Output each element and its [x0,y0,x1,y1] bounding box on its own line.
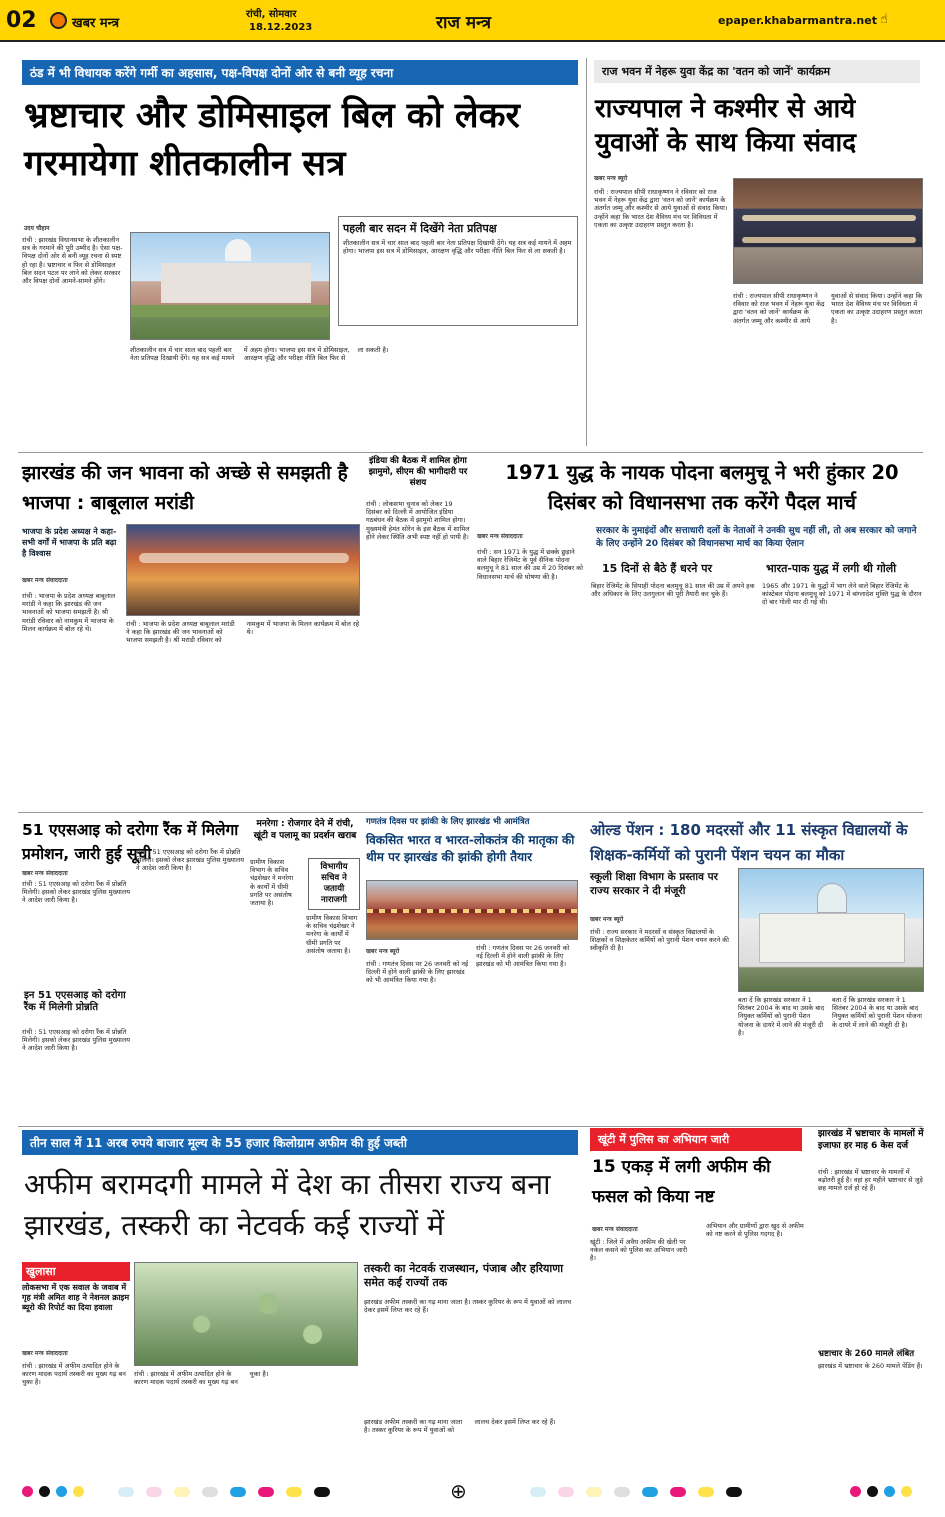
si-names: रांची : 51 एएसआइ को दरोगा रैंक में प्रोन्नति मिलेगी। इसको लेकर झारखंड पुलिस मुख्यालय ने आदेश जारी किया है। [22,1028,130,1053]
color-bar-left [118,1487,330,1497]
si-names-2: रांची : 51 एएसआइ को दरोगा रैंक में प्रोन्नति मिलेगी। इसको लेकर झारखंड पुलिस मुख्यालय ने आदेश जारी किया है। [136,848,244,873]
crosshair-icon: ⊕ [450,1479,467,1503]
governor-headline: राज्यपाल ने कश्मीर से आये युवाओं के साथ किया संवाद [595,94,857,158]
lead-headline: भ्रष्टाचार और डोमिसाइल बिल को लेकर गरमायेगा शीतकालीन सत्र [24,96,520,184]
pension-body: रांची : राज्य सरकार ने मदरसों व संस्कृत विद्यालयों के शिक्षकों व शिक्षकेतर कर्मियों को पुरानी पेंशन चयन करने की स्वीकृति दी है। [590,928,729,953]
assembly-photo [130,232,330,340]
podna-body-2: बिहार रेजिमेंट के सिपाही पोदना बलमुचू 81 साल की उम्र में अपने हक और अधिकार के लिए उलगुलान की पूरी तैयारी कर चुके हैं। [591,582,755,599]
republic-body-2: रांची : गणतंत्र दिवस पर 26 जनवरी को नई दिल्ली में होने वाली झांकी के लिए झारखंड को भी आमंत्रित किया गया है। [476,944,570,969]
governor-body: रांची : राज्यपाल सीपी राधाकृष्णन ने रविवार को राज भवन में नेहरू युवा केंद्र द्वारा 'वतन को जानें' कार्यक्रम के अंतर्गत जम्मू और कश्मीर से आये युवाओं से संवाद किया। उन्होंने कहा कि भारत देश वैविध्य मंच पर विविधता में एकता का उत्कृष्ट उदाहरण प्रस्तुत करता है। [594,188,728,229]
corruption-headline: झारखंड में भ्रष्टाचार के मामलों में इजाफा हर माह 6 केस दर्ज [818,1129,924,1151]
si-byline: खबर मन्त्र संवाददाता [22,870,68,877]
governor-group-photo [733,178,923,284]
color-bar-right [530,1487,742,1497]
governor-band: राज भवन में नेहरू युवा केंद्र का 'वतन को जानें' कार्यक्रम [594,60,920,83]
si-sub: इन 51 एएसआइ को दरोगा रैंक में मिलेगी प्रोन्नति [24,990,126,1013]
lead-byline: उदय चौहान [24,225,50,232]
opium-body-2: रांची : झारखंड में अफीम उत्पादित होने के कारण मादक पदार्थ तस्करी का मुख्य गढ़ बन चुका है। [134,1370,269,1387]
republic-body: रांची : गणतंत्र दिवस पर 26 जनवरी को नई दिल्ली में होने वाली झांकी के लिए झारखंड को भी आमंत्रित किया गया है। [366,960,469,985]
governor-body-2: रांची : राज्यपाल सीपी राधाकृष्णन ने रविवार को राज भवन में नेहरू युवा केंद्र द्वारा 'वतन को जानें' कार्यक्रम के अंतर्गत जम्मू और कश्मीर से आये युवाओं से संवाद किया। उन्होंने कहा कि भारत देश वैविध्य मंच पर विविधता में एकता का उत्कृष्ट उदाहरण प्रस्तुत करता है। [733,292,923,325]
khunti-body: खूंटी : जिले में अवैध अफीम की खेती पर नकेल कसने को पुलिस का अभियान जारी है। [590,1238,688,1263]
page-header [0,0,945,42]
lead-band: ठंड में भी विधायक करेंगे गर्मी का अहसास, पक्ष-विपक्ष दोनों ओर से बनी व्यूह रचना [22,60,578,85]
podna-body: रांची : सन 1971 के युद्ध में छक्के छुड़ाने वाले बिहार रेजिमेंट के पूर्व सैनिक पोदना बलमुचू ने 81 साल की उम्र में 20 दिसंबर को विधानसभा मार्च की घोषणा की है। [477,548,583,581]
revealed-label: खुलासा [22,1262,130,1281]
manrega-body-2: ग्रामीण विकास विभाग के सचिव चंद्रशेखर ने मनरेगा के कार्यों में धीमी प्रगति पर असंतोष जताया है। [306,914,358,955]
podna-body-3: 1965 और 1971 के युद्धों में भाग लेने वाले बिहार रेजिमेंट के कांस्टेबल पोदना बलमुचू को 1971 में बांग्लादेश मुक्ति युद्ध के दौरान दो बार गोली मार दी गई थी। [762,582,922,607]
lead-subhead-box [338,216,578,326]
corruption-sub: भ्रष्टाचार के 260 मामले लंबित [818,1349,915,1359]
manrega-body: ग्रामीण विकास विभाग के सचिव चंद्रशेखर ने मनरेगा के कार्यों में धीमी प्रगति पर असंतोष जताया है। [250,858,294,908]
lead-subhead-text: शीतकालीन सत्र में चार साल बाद पहली बार नेता प्रतिपक्ष दिखायी देंगे। यह सत्र कई मायने में अहम होगा। भाजपा इस सत्र में डोमिसाइल, आरक्षण वृद्धि और परीक्षा नीति बिल फिर से ला सकती है। [343,239,572,256]
podna-sub1: 15 दिनों से बैठे हैं धरने पर [602,562,712,575]
pension-sub: स्कूली शिक्षा विभाग के प्रस्ताव पर राज्य सरकार ने दी मंजूरी [590,871,718,897]
opium-byline: खबर मन्त्र संवाददाता [22,1350,68,1357]
lead-body-2: शीतकालीन सत्र में चार साल बाद पहली बार नेता प्रतिपक्ष दिखायी देंगे। यह सत्र कई मायने में अहम होगा। भाजपा इस सत्र में डोमिसाइल, आरक्षण वृद्धि और परीक्षा नीति बिल फिर से ला सकती है। [130,346,389,363]
podna-sub2: भारत-पाक युद्ध में लगी थी गोली [766,562,897,575]
manrega-sidebar: विभागीय सचिव ने जतायी नाराजगी [308,858,360,910]
babulal-byline: खबर मन्त्र संवाददाता [22,577,68,584]
opium-sub: तस्करी का नेटवर्क राजस्थान, पंजाब और हरियाणा समेत कई राज्यों तक [364,1262,564,1289]
opium-field-photo [134,1262,358,1366]
khunti-band: खूंटी में पुलिस का अभियान जारी [590,1128,802,1151]
revealed-box [22,1262,130,1342]
khunti-body-2: अभियान और ग्रामीणों द्वारा खुद से अफीम को नष्ट करने से पुलिस गदगद है। [706,1222,804,1239]
republic-headline: विकसित भारत व भारत-लोकतंत्र की मातृका की थीम पर झारखंड की झांकी होगी तैयार [366,833,575,864]
india-body: रांची : लोकसभा चुनाव को लेकर 19 दिसंबर को दिल्ली में आयोजित इंडिया गठबंधन की बैठक में झामुमो शामिल होगा। मुख्यमंत्री हेमंत सोरेन के इस बैठक में शामिल होने लेकर स्थिति अभी स्पष्ट नहीं हो पायी है। [366,500,470,541]
corruption-sub-text: झारखंड में भ्रष्टाचार के 260 मामले पेंडिंग हैं। [818,1362,923,1370]
pension-body-2: बता दें कि झारखंड सरकार ने 1 सितंबर 2004 के बाद या उसके बाद नियुक्त कर्मियों को पुरानी पेंशन योजना के दायरे में लाने की मंजूरी दी है। [738,996,825,1037]
bjp-meeting-photo [126,524,360,616]
republic-byline: खबर मन्त्र ब्यूरो [366,948,400,955]
india-headline: इंडिया की बैठक में शामिल होगा झामुमो, सीएम की भागीदारी पर संशय [368,456,468,488]
opium-body-3: झारखंड अफीम तस्करी का गढ़ माना जाता है। तस्कर कुरियर के रूप में युवाओं को लालच देकर इसमें लिप्त कर रहे हैं। [364,1298,572,1315]
corruption-body: रांची : झारखंड में भ्रष्टाचार के मामलों में बढ़ोतरी हुई है। वहां हर महीने भ्रष्टाचार से जुड़े छह मामले दर्ज हो रहे हैं। [818,1168,923,1193]
podna-headline: 1971 युद्ध के नायक पोदना बलमुचू ने भरी हुंकार 20 दिसंबर को विधानसभा तक करेंगे पैदल मार्च [505,461,899,514]
cursor-icon: ☝ [880,12,888,27]
manrega-headline: मनरेगा : रोजगार देने में रांची, खूंटी व पलामू का प्रदर्शन खराब [253,819,357,841]
babulal-body-2: रांची : भाजपा के प्रदेश अध्यक्ष बाबूलाल मरांडी ने कहा कि झारखंड की जन भावनाओं को भाजपा समझती है। श्री मरांडी रविवार को नामकुम में भाजपा के मिलन कार्यक्रम में बोल रहे थे। [126,620,360,645]
podna-byline: खबर मन्त्र संवाददाता [477,533,523,540]
opium-body-4: झारखंड अफीम तस्करी का गढ़ माना जाता है। तस्कर कुरियर के रूप में युवाओं को लालच देकर इसमें लिप्त कर रहे हैं। [364,1418,556,1435]
parade-photo [366,880,578,940]
si-headline: 51 एएसआइ को दरोगा रैंक में मिलेगा प्रमोशन, जारी हुई सूची [22,821,239,863]
section-label: खबर मन्त्र [72,16,120,31]
lead-subhead: पहली बार सदन में दिखेंगे नेता प्रतिपक्ष [343,222,497,235]
registration-dots-left [22,1486,84,1497]
pension-byline: खबर मन्त्र ब्यूरो [590,916,624,923]
khunti-byline: खबर मन्त्र संवाददाता [592,1226,638,1233]
date: 18.12.2023 [249,22,313,33]
babulal-caption: भाजपा के प्रदेश अध्यक्ष ने कहा- सभी वर्गों में भाजपा के प्रति बढ़ा है विश्वास [22,527,117,558]
footer [0,1478,945,1517]
pension-headline: ओल्ड पेंशन : 180 मदरसों और 11 संस्कृत विद्यालयों के शिक्षक-कर्मियों को पुरानी पेंशन चयन का मौका [590,821,908,864]
khunti-headline: 15 एकड़ में लगी अफीम की फसल को किया नष्ट [592,1157,771,1207]
lead-body: रांची : झारखंड विधानसभा के शीतकालीन सत्र के गरमाने की पूरी उम्मीद है। ऐसा पक्ष-विपक्ष दोनों ओर से बनी व्यूह रचना से स्पष्ट हो रहा है। भ्रष्टाचार व फिर से डोमिसाइल बिल सदन पटल पर लाने को लेकर सरकार और विपक्ष दोनों आमने-सामने होंगे। [22,236,123,286]
opium-band: तीन साल में 11 अरब रुपये बाजार मूल्य के 55 हजार किलोग्राम अफीम की हुई जब्ती [22,1130,578,1155]
madrasa-photo [738,868,924,992]
masthead: राज मन्त्र [436,13,491,33]
babulal-headline: झारखंड की जन भावना को अच्छे से समझती है भाजपा : बाबूलाल मरांडी [22,462,348,514]
podna-deck: सरकार के नुमाइंदों और सत्ताधारी दलों के नेताओं ने उनकी सुध नहीं ली, तो अब सरकार को जगाने के लिए उन्होंने 20 दिसंबर को विधानसभा मार्च का किया ऐलान [596,526,917,549]
city-day: रांची, सोमवार [246,9,297,20]
epaper-url[interactable]: epaper.khabarmantra.net [718,14,877,27]
opium-headline: अफीम बरामदगी मामले में देश का तीसरा राज्य बना झारखंड, तस्करी का नेटवर्क कई राज्यों में [24,1168,551,1242]
brand-logo-icon [50,12,67,29]
si-body: रांची : 51 एएसआइ को दरोगा रैंक में प्रोन्नति मिलेगी। इसको लेकर झारखंड पुलिस मुख्यालय ने आदेश जारी किया है। [22,880,130,905]
governor-byline: खबर मन्त्र ब्यूरो [594,175,628,182]
page-number: 02 [6,8,37,33]
babulal-body: रांची : भाजपा के प्रदेश अध्यक्ष बाबूलाल मरांडी ने कहा कि झारखंड की जन भावनाओं को भाजपा समझती है। श्री मरांडी रविवार को नामकुम में भाजपा के मिलन कार्यक्रम में बोल रहे थे। [22,592,116,633]
opium-body: रांची : झारखंड में अफीम उत्पादित होने के कारण मादक पदार्थ तस्करी का मुख्य गढ़ बन चुका है। [22,1362,126,1387]
republic-band: गणतंत्र दिवस पर झांकी के लिए झारखंड भी आमंत्रित [366,817,530,827]
registration-dots-right [850,1486,912,1497]
pension-body-3: बता दें कि झारखंड सरकार ने 1 सितंबर 2004 के बाद या उसके बाद नियुक्त कर्मियों को पुरानी पेंशन योजना के दायरे में लाने की मंजूरी दी है। [832,996,922,1029]
revealed-text: लोकसभा में एक सवाल के जवाब में गृह मंत्री अमित शाह ने नेशनल क्राइम ब्यूरो की रिपोर्ट का दिया हवाला [22,1283,130,1312]
